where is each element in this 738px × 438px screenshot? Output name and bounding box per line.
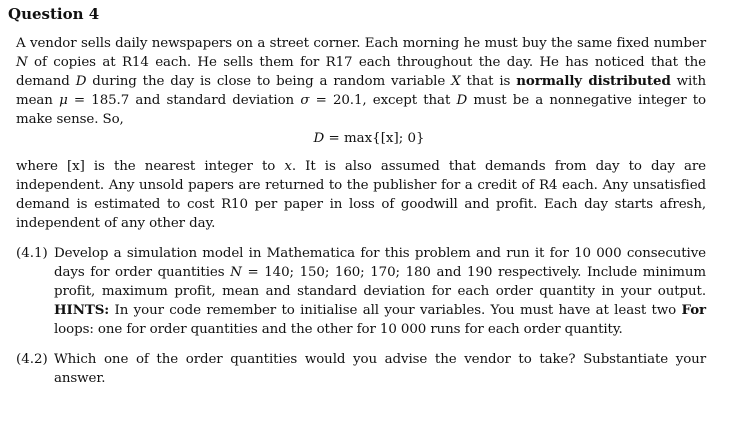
intro-text-3: during the day is close to being a random variable <box>86 74 452 89</box>
item1-text-4: loops: one for order quantities and the other for 10 000 runs for each order quantity. <box>54 322 623 337</box>
intro-text-1: A vendor sells daily newspapers on a street corner. Each morning he must buy the same fixed number <box>16 36 706 51</box>
para2-text-2: . It is also assumed that demands from day to day are independent. Any unsold papers are returned to the publisher for a credit of R4 each. Any unsatisfied demand is estimated to cost R10 per paper in loss of goodwill and profit. Each day starts afresh, independent of any other day. <box>16 159 706 231</box>
var-sigma: σ <box>300 93 310 108</box>
normally-distributed-bold: normally distributed <box>516 73 671 89</box>
item1-text-3: In your code remember to initialise all your variables. You must have at least two <box>109 303 682 318</box>
item1-text-2: = 140; 150; 160; 170; 180 and 190 respectively. Include minimum profit, maximum profit, mean and standard deviation for each order quantity in your output. <box>54 265 706 299</box>
intro-text-5: with mean <box>16 74 706 108</box>
intro-paragraph <box>16 34 706 129</box>
intro-text-4: that is <box>460 74 517 89</box>
subquestion-4-2 <box>16 350 706 388</box>
var-x: X <box>451 74 461 89</box>
subquestion-body: Which one of the order quantities would you advise the vendor to take? Substantiate your answer. <box>54 352 706 386</box>
hints-label: HINTS: <box>54 302 110 318</box>
demand-formula <box>0 129 738 148</box>
item1-var-n: N <box>230 265 242 280</box>
subquestion-number: (4.2) <box>16 352 48 367</box>
formula-lhs: D <box>313 131 325 146</box>
item1-text-1: Develop a simulation model in Mathematica for this problem and run it for 10 000 consecutive days for order quantities <box>54 246 706 280</box>
var-mu: μ <box>59 93 68 108</box>
var-d-second: D <box>456 93 468 108</box>
var-x-lower: x <box>284 159 292 174</box>
subquestion-number: (4.1) <box>16 246 48 261</box>
question-title: Question 4 <box>8 5 100 23</box>
subquestion-4-1 <box>16 244 706 339</box>
subquestion-body <box>54 244 706 339</box>
assumptions-paragraph <box>16 157 706 233</box>
for-keyword: For <box>681 302 706 318</box>
var-d: D <box>75 74 87 89</box>
intro-text-8: must be a nonnegative integer to make sense. So, <box>16 93 707 127</box>
intro-text-6: = 185.7 and standard deviation <box>67 93 301 108</box>
formula-rhs: = max{[x]; 0} <box>324 131 425 146</box>
intro-text-2: of copies at R14 each. He sells them for R17 each throughout the day. He has noticed that the demand <box>16 55 706 89</box>
var-n: N <box>16 55 28 70</box>
intro-text-7: = 20.1, except that <box>309 93 457 108</box>
para2-text-1: where [x] is the nearest integer to <box>16 159 285 174</box>
